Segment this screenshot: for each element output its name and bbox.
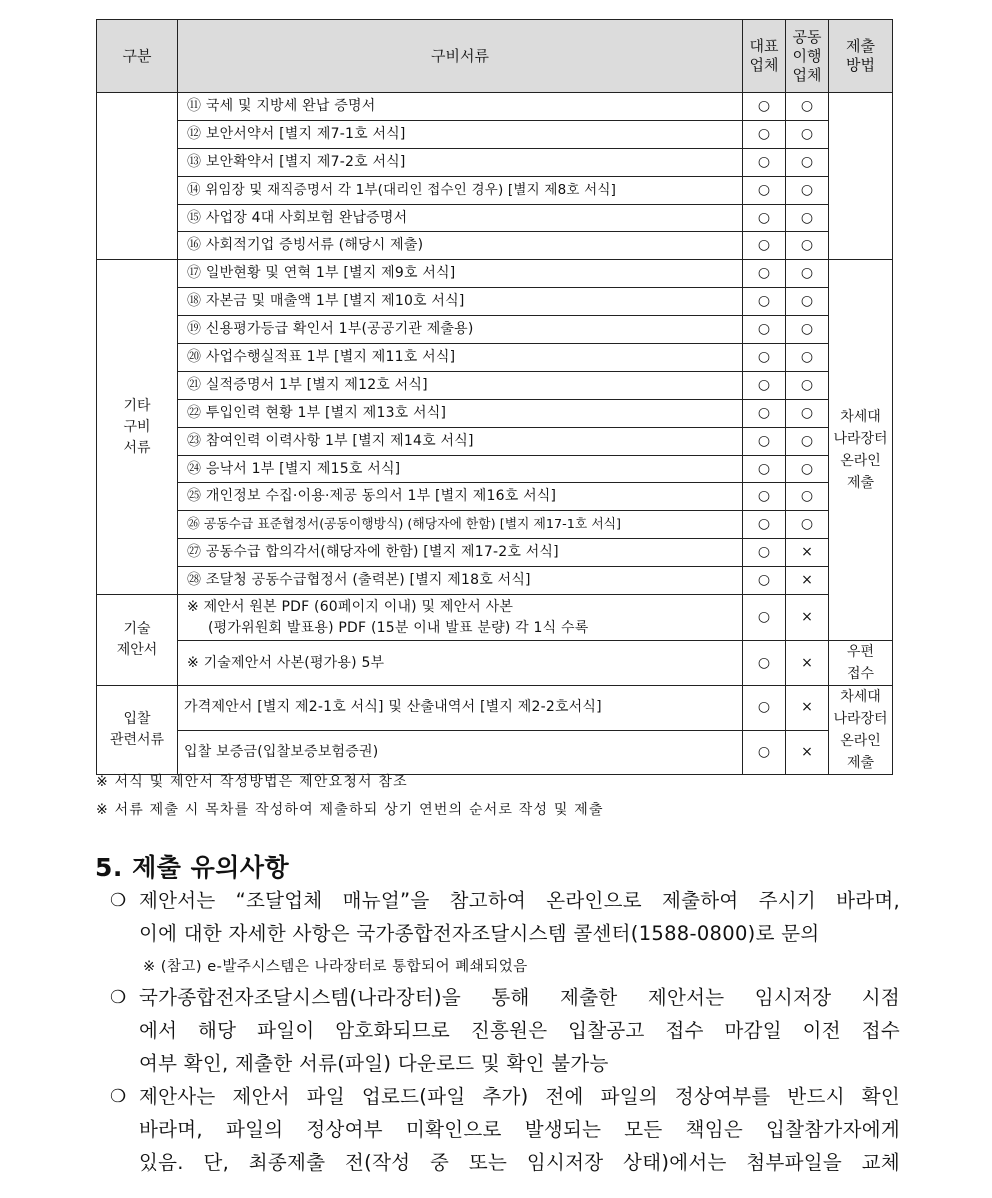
table-notes <box>96 768 604 824</box>
notice-line: 바라며, 파일의 정상여부 미확인으로 발생되는 모든 책임은 입찰참가자에게 <box>139 1118 900 1141</box>
circle-bullet-icon: ❍ <box>110 987 127 1008</box>
lead-mark: ○ <box>743 539 786 567</box>
mail-submit-method: 우편 접수 <box>829 641 893 686</box>
document-item: ㉓ 참여인력 이력사항 1부 [별지 제14호 서식] <box>178 427 743 455</box>
joint-mark: ○ <box>786 399 829 427</box>
table-header-row <box>97 20 893 93</box>
document-item: ⑲ 신용평가등급 확인서 1부(공공기관 제출용) <box>178 316 743 344</box>
lead-mark: ○ <box>743 176 786 204</box>
lead-mark: ○ <box>743 427 786 455</box>
document-item: 가격제안서 [별지 제2-1호 서식] 및 산출내역서 [별지 제2-2호서식] <box>178 686 743 731</box>
header-documents: 구비서류 <box>178 20 743 93</box>
bid-submit-method: 차세대 나라장터 온라인 제출 <box>829 686 893 775</box>
joint-mark: ○ <box>786 260 829 288</box>
table-row <box>97 260 893 288</box>
lead-mark: ○ <box>743 567 786 595</box>
joint-mark: ○ <box>786 511 829 539</box>
document-item: ⑬ 보안확약서 [별지 제7-2호 서식] <box>178 148 743 176</box>
document-item: ㉑ 실적증명서 1부 [별지 제12호 서식] <box>178 371 743 399</box>
notice-line: 제안서는 “조달업체 매뉴얼”을 참고하여 온라인으로 제출하여 주시기 바라며, <box>139 889 900 912</box>
notice-line: 여부 확인, 제출한 서류(파일) 다운로드 및 확인 불가능 <box>139 1052 609 1075</box>
document-item: ⑭ 위임장 및 재직증명서 각 1부(대리인 접수인 경우) [별지 제8호 서식] <box>178 176 743 204</box>
joint-mark: ○ <box>786 316 829 344</box>
table-row <box>97 455 893 483</box>
lead-mark: ○ <box>743 204 786 232</box>
document-item: ㉔ 응낙서 1부 [별지 제15호 서식] <box>178 455 743 483</box>
notice-line: 이에 대한 자세한 사항은 국가종합전자조달시스템 콜센터(1588-0800)로 문의 <box>139 922 820 945</box>
table-row <box>97 232 893 260</box>
lead-mark: ○ <box>743 93 786 121</box>
document-item: ㉒ 투입인력 현황 1부 [별지 제13호 서식] <box>178 399 743 427</box>
note-line: ※ 서식 및 제안서 작성방법은 제안요청서 참조 <box>96 774 408 790</box>
document-item: ⑮ 사업장 4대 사회보험 완납증명서 <box>178 204 743 232</box>
group1-method-cell <box>829 93 893 260</box>
table-row <box>97 399 893 427</box>
document-item: ⑫ 보안서약서 [별지 제7-1호 서식] <box>178 120 743 148</box>
document-item: ⑱ 자본금 및 매출액 1부 [별지 제10호 서식] <box>178 288 743 316</box>
document-item: ㉕ 개인정보 수집·이용·제공 동의서 1부 [별지 제16호 서식] <box>178 483 743 511</box>
document-item-line: ※ 제안서 원본 PDF (60페이지 이내) 및 제안서 사본 <box>187 598 514 615</box>
bid-category: 입찰 관련서류 <box>97 686 178 775</box>
table-row <box>97 483 893 511</box>
document-item: ⑰ 일반현황 및 연혁 1부 [별지 제9호 서식] <box>178 260 743 288</box>
table-row <box>97 686 893 731</box>
circle-bullet-icon: ❍ <box>110 890 127 911</box>
lead-mark: ○ <box>743 511 786 539</box>
table-row <box>97 511 893 539</box>
lead-mark: ○ <box>743 595 786 641</box>
joint-mark: × <box>786 595 829 641</box>
table-row <box>97 288 893 316</box>
lead-mark: ○ <box>743 371 786 399</box>
joint-mark: ○ <box>786 120 829 148</box>
table-row <box>97 595 893 641</box>
table-row <box>97 567 893 595</box>
document-item: ⑳ 사업수행실적표 1부 [별지 제11호 서식] <box>178 344 743 372</box>
joint-mark: ○ <box>786 288 829 316</box>
header-lead-company: 대표 업체 <box>743 20 786 93</box>
joint-mark: ○ <box>786 176 829 204</box>
table-row <box>97 641 893 686</box>
lead-mark: ○ <box>743 316 786 344</box>
header-joint-company: 공동 이행 업체 <box>786 20 829 93</box>
notice-item <box>110 981 900 1080</box>
lead-mark: ○ <box>743 260 786 288</box>
joint-mark: ○ <box>786 93 829 121</box>
document-item: 입찰 보증금(입찰보증보험증권) <box>178 730 743 775</box>
joint-mark: × <box>786 567 829 595</box>
lead-mark: ○ <box>743 120 786 148</box>
notice-line: 에서 해당 파일이 암호화되므로 진흥원은 입찰공고 접수 마감일 이전 접수 <box>139 1019 900 1042</box>
joint-mark: ○ <box>786 232 829 260</box>
document-item: ㉖ 공동수급 표준협정서(공동이행방식) (해당자에 한함) [별지 제17-1호 서식] <box>178 511 743 539</box>
technical-category: 기술 제안서 <box>97 595 178 686</box>
document-item: ※ 기술제안서 사본(평가용) 5부 <box>178 641 743 686</box>
lead-mark: ○ <box>743 730 786 775</box>
note-line: ※ 서류 제출 시 목차를 작성하여 제출하되 상기 연번의 순서로 작성 및 제출 <box>96 802 604 818</box>
table-row <box>97 344 893 372</box>
joint-mark: × <box>786 539 829 567</box>
joint-mark: ○ <box>786 148 829 176</box>
header-category: 구분 <box>97 20 178 93</box>
reference-note: ※ (참고) e-발주시스템은 나라장터로 통합되어 폐쇄되었음 <box>143 959 528 975</box>
table-row <box>97 120 893 148</box>
section-title: 5. 제출 유의사항 <box>95 853 290 882</box>
lead-mark: ○ <box>743 344 786 372</box>
lead-mark: ○ <box>743 483 786 511</box>
notice-line: 제안사는 제안서 파일 업로드(파일 추가) 전에 파일의 정상여부를 반드시 확인 <box>139 1085 900 1108</box>
table-row <box>97 539 893 567</box>
circle-bullet-icon: ❍ <box>110 1086 127 1107</box>
document-item-line: (평가위원회 발표용) PDF (15분 이내 발표 분량) 각 1식 수록 <box>208 619 589 636</box>
notice-item <box>110 1080 900 1179</box>
table-row <box>97 93 893 121</box>
joint-mark: ○ <box>786 344 829 372</box>
joint-mark: × <box>786 730 829 775</box>
header-submit-method: 제출 방법 <box>829 20 893 93</box>
joint-mark: ○ <box>786 427 829 455</box>
document-item: ⑪ 국세 및 지방세 완납 증명서 <box>178 93 743 121</box>
lead-mark: ○ <box>743 288 786 316</box>
joint-mark: ○ <box>786 371 829 399</box>
joint-mark: ○ <box>786 204 829 232</box>
notice-item <box>110 884 900 950</box>
online-submit-method: 차세대 나라장터 온라인 제출 <box>829 260 893 641</box>
joint-mark: ○ <box>786 483 829 511</box>
document-item: ㉗ 공동수급 합의각서(해당자에 한함) [별지 제17-2호 서식] <box>178 539 743 567</box>
required-documents-table <box>96 19 893 775</box>
table-row <box>97 176 893 204</box>
table-row <box>97 316 893 344</box>
group1-category-cell <box>97 93 178 260</box>
lead-mark: ○ <box>743 641 786 686</box>
lead-mark: ○ <box>743 148 786 176</box>
table-row <box>97 427 893 455</box>
notice-line: 있음. 단, 최종제출 전(작성 중 또는 임시저장 상태)에서는 첨부파일을 교체 <box>139 1151 900 1174</box>
document-item: ㉘ 조달청 공동수급협정서 (출력본) [별지 제18호 서식] <box>178 567 743 595</box>
lead-mark: ○ <box>743 455 786 483</box>
lead-mark: ○ <box>743 399 786 427</box>
joint-mark: ○ <box>786 455 829 483</box>
table-row <box>97 371 893 399</box>
document-item <box>178 595 743 641</box>
other-docs-category: 기타 구비 서류 <box>97 260 178 595</box>
lead-mark: ○ <box>743 232 786 260</box>
table-row <box>97 204 893 232</box>
document-item: ⑯ 사회적기업 증빙서류 (해당시 제출) <box>178 232 743 260</box>
joint-mark: × <box>786 686 829 731</box>
notice-line: 국가종합전자조달시스템(나라장터)을 통해 제출한 제안서는 임시저장 시점 <box>139 986 900 1009</box>
joint-mark: × <box>786 641 829 686</box>
table-row <box>97 148 893 176</box>
lead-mark: ○ <box>743 686 786 731</box>
